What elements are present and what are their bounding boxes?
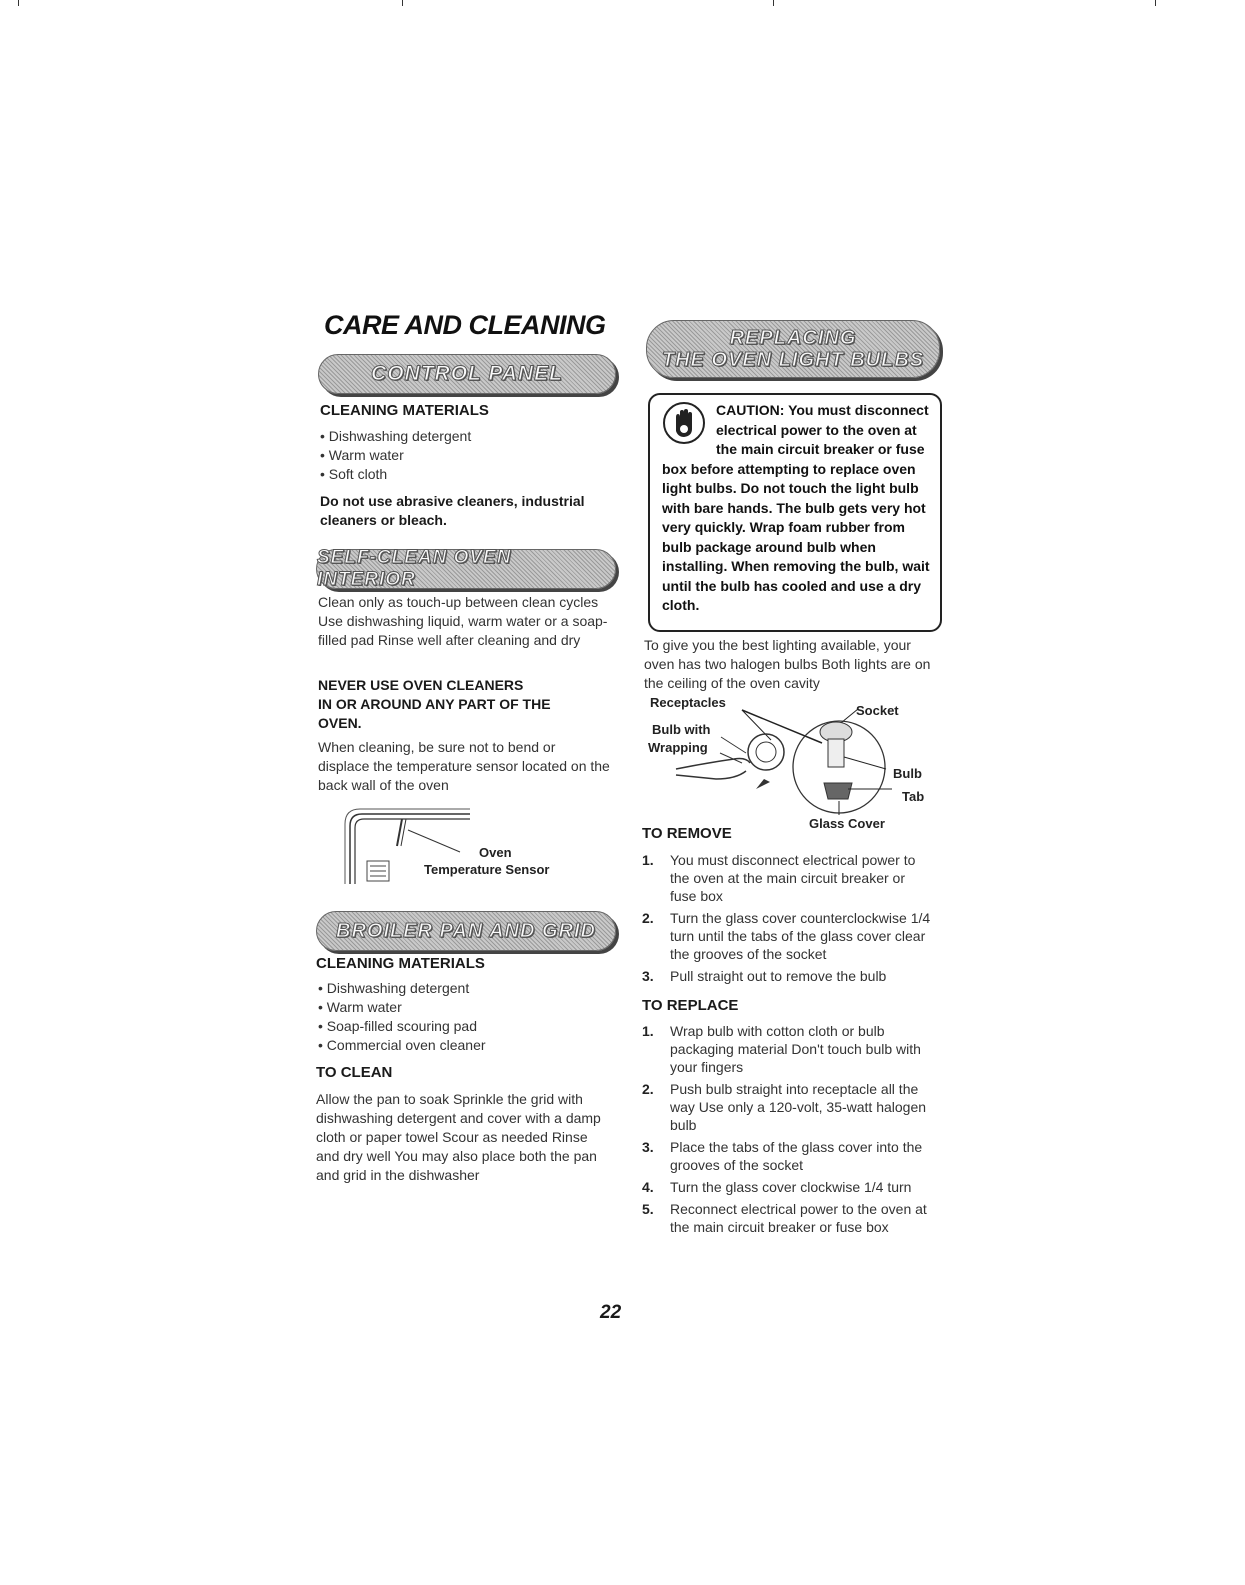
list-item: • Soap-filled scouring pad — [318, 1017, 608, 1036]
step-item — [642, 967, 934, 985]
broiler-materials-list — [318, 979, 608, 1055]
replacing-bulbs-banner — [646, 320, 940, 378]
step-number: 4. — [642, 1179, 654, 1195]
step-text: Place the tabs of the glass cover into the grooves of the socket — [670, 1139, 923, 1173]
to-replace-heading: TO REPLACE — [642, 997, 739, 1014]
step-number: 3. — [642, 968, 654, 984]
step-item — [642, 1200, 934, 1236]
wrapping-label: Wrapping — [648, 740, 708, 755]
broiler-banner-text: BROILER PAN AND GRID — [336, 919, 596, 942]
page-number: 22 — [600, 1302, 622, 1323]
step-text: Turn the glass cover clockwise 1/4 turn — [670, 1179, 912, 1195]
step-number: 1. — [642, 1023, 654, 1039]
temperature-sensor-label: Temperature Sensor — [424, 862, 550, 877]
crop-mark — [773, 0, 774, 6]
to-clean-heading: TO CLEAN — [316, 1064, 393, 1081]
self-clean-intro: Clean only as touch-up between clean cycles Use dishwashing liquid, warm water or a soap-filled pad Rinse well after cleaning and dry — [318, 594, 608, 648]
control-panel-banner-text: CONTROL PANEL — [371, 362, 563, 385]
receptacles-label: Receptacles — [650, 695, 726, 710]
step-item — [642, 1138, 934, 1174]
step-number: 1. — [642, 852, 654, 868]
control-panel-banner — [318, 354, 616, 394]
warning-line: IN OR AROUND ANY PART OF THE — [318, 696, 551, 712]
bulb-label: Bulb — [893, 766, 922, 781]
control-panel-materials-list — [320, 427, 610, 484]
step-item — [642, 1022, 934, 1076]
step-text: Push bulb straight into receptacle all the way Use only a 120-volt, 35-watt halogen bulb — [670, 1081, 927, 1133]
step-number: 5. — [642, 1201, 654, 1217]
list-item: • Dishwashing detergent — [320, 427, 610, 446]
broiler-banner — [316, 911, 616, 951]
step-text: You must disconnect electrical power to the oven at the main circuit breaker or fuse box — [670, 852, 916, 904]
step-item — [642, 1178, 934, 1196]
warning-line: NEVER USE OVEN CLEANERS — [318, 677, 524, 693]
step-item — [642, 851, 934, 905]
control-panel-warning: Do not use abrasive cleaners, industrial cleaners or bleach. — [320, 493, 585, 528]
step-number: 3. — [642, 1139, 654, 1155]
list-item: • Commercial oven cleaner — [318, 1036, 608, 1055]
replacing-banner-line-1: REPLACING — [729, 327, 857, 349]
bulbs-intro: To give you the best lighting available, your oven has two halogen bulbs Both lights are on the ceiling of the oven cavity — [644, 637, 931, 691]
cleaning-materials-heading: CLEANING MATERIALS — [320, 402, 489, 419]
step-text: Pull straight out to remove the bulb — [670, 968, 887, 984]
crop-mark — [18, 0, 19, 6]
sensor-note: When cleaning, be sure not to bend or displace the temperature sensor located on the back wall of the oven — [318, 739, 610, 793]
step-item — [642, 1080, 934, 1134]
list-item: • Soft cloth — [320, 465, 610, 484]
page-title: CARE AND CLEANING — [324, 310, 606, 340]
glass-cover-label: Glass Cover — [809, 816, 885, 831]
step-number: 2. — [642, 910, 654, 926]
step-text: Turn the glass cover counterclockwise 1/4 turn until the tabs of the glass cover clear the grooves of the socket — [670, 910, 931, 962]
to-clean-text: Allow the pan to soak Sprinkle the grid with dishwashing detergent and cover with a damp cloth or paper towel Scour as needed Rinse and dry well You may also place both the pan and grid in the dishwasher — [316, 1091, 601, 1183]
bulb-with-label: Bulb with — [652, 722, 711, 737]
step-item — [642, 909, 934, 963]
self-clean-banner — [316, 549, 616, 589]
list-item: • Warm water — [318, 998, 608, 1017]
socket-label: Socket — [856, 703, 899, 718]
caution-box — [648, 393, 942, 632]
to-remove-heading: TO REMOVE — [642, 825, 732, 842]
crop-mark — [402, 0, 403, 6]
to-replace-steps — [642, 1022, 934, 1240]
list-item: • Dishwashing detergent — [318, 979, 608, 998]
tab-label: Tab — [902, 789, 925, 804]
oven-label: Oven — [479, 845, 512, 860]
warning-line: OVEN. — [318, 715, 362, 731]
caution-text: CAUTION: You must disconnect electrical power to the oven at the main circuit breaker or fuse box before attempting to replace oven light bulbs. Do not touch the light bulb with bare hands. The bulb gets very hot very quickly. Wrap foam rubber from bulb package around bulb when installing. When removing the bulb, wait until the bulb has cooled and use a dry cloth. — [662, 402, 930, 613]
self-clean-banner-text: SELF-CLEAN OVEN INTERIOR — [317, 547, 512, 590]
list-item: • Warm water — [320, 446, 610, 465]
broiler-materials-heading: CLEANING MATERIALS — [316, 955, 485, 972]
step-text: Wrap bulb with cotton cloth or bulb packaging material Don't touch bulb with your fingers — [670, 1023, 921, 1075]
replacing-banner-line-2: THE OVEN LIGHT BULBS — [661, 349, 925, 371]
stop-hand-icon — [662, 401, 706, 445]
never-use-warning — [318, 676, 610, 733]
step-number: 2. — [642, 1081, 654, 1097]
to-remove-steps — [642, 851, 934, 989]
crop-mark — [1155, 0, 1156, 6]
step-text: Reconnect electrical power to the oven at the main circuit breaker or fuse box — [670, 1201, 927, 1235]
